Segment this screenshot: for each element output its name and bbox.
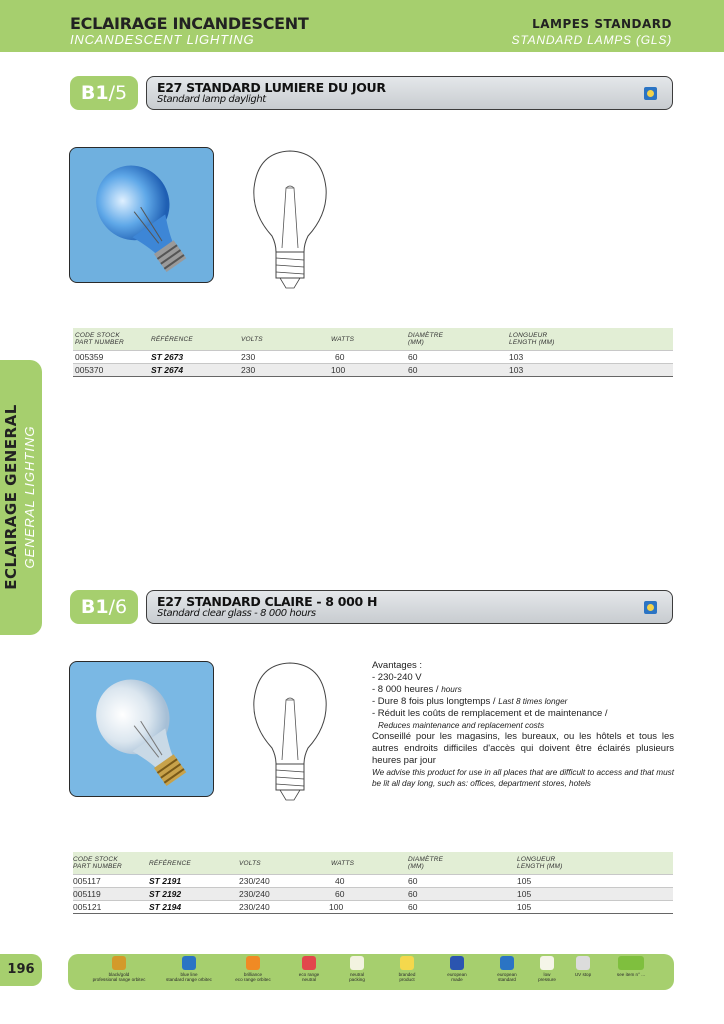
european-made-icon bbox=[450, 956, 464, 970]
legend-item: black/gold professional range orbitec bbox=[86, 956, 152, 982]
advantage-costs: - Réduit les coûts de remplacement et de maintenance / bbox=[372, 708, 608, 719]
legend-item: european standard bbox=[474, 956, 540, 982]
cell-diameter: 60 bbox=[408, 365, 418, 375]
col-diameter-unit: (MM) bbox=[408, 339, 424, 346]
cell-length: 105 bbox=[517, 876, 532, 886]
table-row bbox=[73, 350, 673, 363]
product-photo-daylight bbox=[69, 147, 214, 283]
branded-product-icon bbox=[400, 956, 414, 970]
col-watts: WATTS bbox=[331, 336, 355, 343]
eco-range-icon bbox=[302, 956, 316, 970]
product-photo-clear bbox=[69, 661, 214, 797]
cell-diameter: 60 bbox=[408, 876, 418, 886]
cell-watts: 60 bbox=[335, 889, 345, 899]
advantages-heading: Avantages : bbox=[372, 660, 423, 671]
clear-bulb-icon bbox=[70, 662, 214, 797]
cell-diameter: 60 bbox=[408, 889, 418, 899]
brilliance-icon bbox=[246, 956, 260, 970]
blue-range-icon bbox=[182, 956, 196, 970]
section-subtitle: Standard clear glass - 8 000 hours bbox=[157, 608, 316, 619]
european-standard-icon bbox=[500, 956, 514, 970]
section-title-bar bbox=[146, 590, 673, 624]
col-length-en: LENGTH (MM) bbox=[509, 339, 555, 346]
advantage-hours: - 8 000 heures / hours bbox=[372, 684, 462, 695]
legend-item: blue line standard range orbitec bbox=[156, 956, 222, 982]
cell-watts: 60 bbox=[335, 352, 345, 362]
see-item-icon bbox=[618, 956, 644, 970]
cell-volts: 230/240 bbox=[239, 902, 270, 912]
cell-volts: 230 bbox=[241, 352, 256, 362]
cell-reference: ST 2673 bbox=[151, 352, 184, 362]
col-diameter: DIAMÈTRE bbox=[408, 856, 444, 863]
table-row bbox=[73, 887, 673, 900]
cell-watts: 100 bbox=[331, 365, 346, 375]
daylight-bulb-icon bbox=[70, 148, 214, 283]
col-diameter-unit: (MM) bbox=[408, 863, 424, 870]
advice-en: We advise this product for use in all places that are difficult to access and that must be lit all day long, such as: offices, department stores, hotels bbox=[372, 768, 674, 788]
section-subtitle: Standard lamp daylight bbox=[157, 94, 266, 105]
legend-item: eco range neutral bbox=[276, 956, 342, 982]
cell-watts: 40 bbox=[335, 876, 345, 886]
bulb-outline-icon bbox=[250, 660, 330, 805]
col-length-en: LENGTH (MM) bbox=[517, 863, 563, 870]
cell-volts: 230/240 bbox=[239, 889, 270, 899]
section-title: E27 STANDARD CLAIRE - 8 000 H bbox=[157, 594, 378, 609]
col-code-en: PART NUMBER bbox=[73, 863, 122, 870]
product-table-2 bbox=[73, 852, 673, 915]
category-title: ECLAIRAGE INCANDESCENT bbox=[70, 14, 309, 33]
legend-bar bbox=[68, 954, 674, 990]
table-row bbox=[73, 363, 673, 376]
cell-length: 103 bbox=[509, 352, 524, 362]
section-code-badge: B1/5 bbox=[70, 76, 138, 110]
section-title: E27 STANDARD LUMIERE DU JOUR bbox=[157, 80, 386, 95]
cell-reference: ST 2191 bbox=[149, 876, 182, 886]
gold-range-icon bbox=[112, 956, 126, 970]
col-length: LONGUEUR bbox=[517, 856, 556, 863]
blue-standard-badge-icon bbox=[644, 87, 657, 100]
side-tab-subtitle: GENERAL LIGHTING bbox=[22, 425, 37, 569]
section-code-badge: B1/6 bbox=[70, 590, 138, 624]
col-volts: VOLTS bbox=[239, 860, 261, 867]
page-number: 196 bbox=[0, 954, 42, 986]
page-header bbox=[0, 0, 724, 52]
cell-volts: 230 bbox=[241, 365, 256, 375]
side-tab bbox=[0, 360, 42, 635]
col-volts: VOLTS bbox=[241, 336, 263, 343]
legend-item: branded product bbox=[374, 956, 440, 982]
cell-code: 005117 bbox=[73, 876, 101, 886]
section-title-bar bbox=[146, 76, 673, 110]
advantage-voltage: - 230-240 V bbox=[372, 672, 422, 683]
cell-code: 005121 bbox=[73, 902, 102, 912]
cell-code: 005119 bbox=[73, 889, 101, 899]
family-title: LAMPES STANDARD bbox=[532, 17, 672, 31]
col-length: LONGUEUR bbox=[509, 332, 548, 339]
neutral-packing-icon bbox=[350, 956, 364, 970]
advantage-lifetime: - Dure 8 fois plus longtemps / Last 8 times longer bbox=[372, 696, 568, 707]
col-watts: WATTS bbox=[331, 860, 355, 867]
col-reference: RÉFÉRENCE bbox=[149, 860, 191, 867]
legend-item: low pressure bbox=[514, 956, 580, 982]
blue-standard-badge-icon bbox=[644, 601, 657, 614]
table-header bbox=[73, 328, 673, 350]
cell-diameter: 60 bbox=[408, 352, 418, 362]
bulb-outline-drawing bbox=[250, 148, 330, 293]
bulb-outline-icon bbox=[250, 148, 330, 293]
legend-item: neutral packing bbox=[324, 956, 390, 982]
table-row bbox=[73, 900, 673, 913]
col-code: CODE STOCK bbox=[75, 332, 120, 339]
uv-stop-icon bbox=[576, 956, 590, 970]
bulb-outline-drawing bbox=[250, 660, 330, 805]
cell-watts: 100 bbox=[329, 902, 344, 912]
legend-item: european made bbox=[424, 956, 490, 982]
legend-item: see item n° ... bbox=[598, 956, 664, 977]
product-table-1 bbox=[73, 328, 673, 378]
family-subtitle: STANDARD LAMPS (GLS) bbox=[511, 33, 672, 47]
cell-reference: ST 2192 bbox=[149, 889, 182, 899]
col-reference: RÉFÉRENCE bbox=[151, 336, 193, 343]
cell-length: 103 bbox=[509, 365, 524, 375]
col-diameter: DIAMÈTRE bbox=[408, 332, 444, 339]
advantage-costs-en: Reduces maintenance and replacement costs bbox=[378, 721, 545, 730]
cell-code: 005359 bbox=[75, 352, 104, 362]
table-header bbox=[73, 852, 673, 874]
category-subtitle: INCANDESCENT LIGHTING bbox=[70, 32, 255, 47]
cell-diameter: 60 bbox=[408, 902, 418, 912]
legend-item: UV stop bbox=[550, 956, 616, 977]
cell-reference: ST 2194 bbox=[149, 902, 182, 912]
cell-length: 105 bbox=[517, 902, 532, 912]
table-row bbox=[73, 874, 673, 887]
product-description bbox=[372, 660, 674, 789]
cell-code: 005370 bbox=[75, 365, 104, 375]
col-code: CODE STOCK bbox=[73, 856, 118, 863]
side-tab-title: ECLAIRAGE GENERAL bbox=[2, 404, 20, 590]
cell-length: 105 bbox=[517, 889, 532, 899]
legend-item: brilliance eco range orbitec bbox=[220, 956, 286, 982]
cell-volts: 230/240 bbox=[239, 876, 270, 886]
advice-fr: Conseillé pour les magasins, les bureaux, ou les hôtels et tous les autres endroits difficiles d'accès qui doivent être éclairés plusieurs heures par jour bbox=[372, 731, 674, 766]
cell-reference: ST 2674 bbox=[151, 365, 184, 375]
col-code-en: PART NUMBER bbox=[75, 339, 124, 346]
